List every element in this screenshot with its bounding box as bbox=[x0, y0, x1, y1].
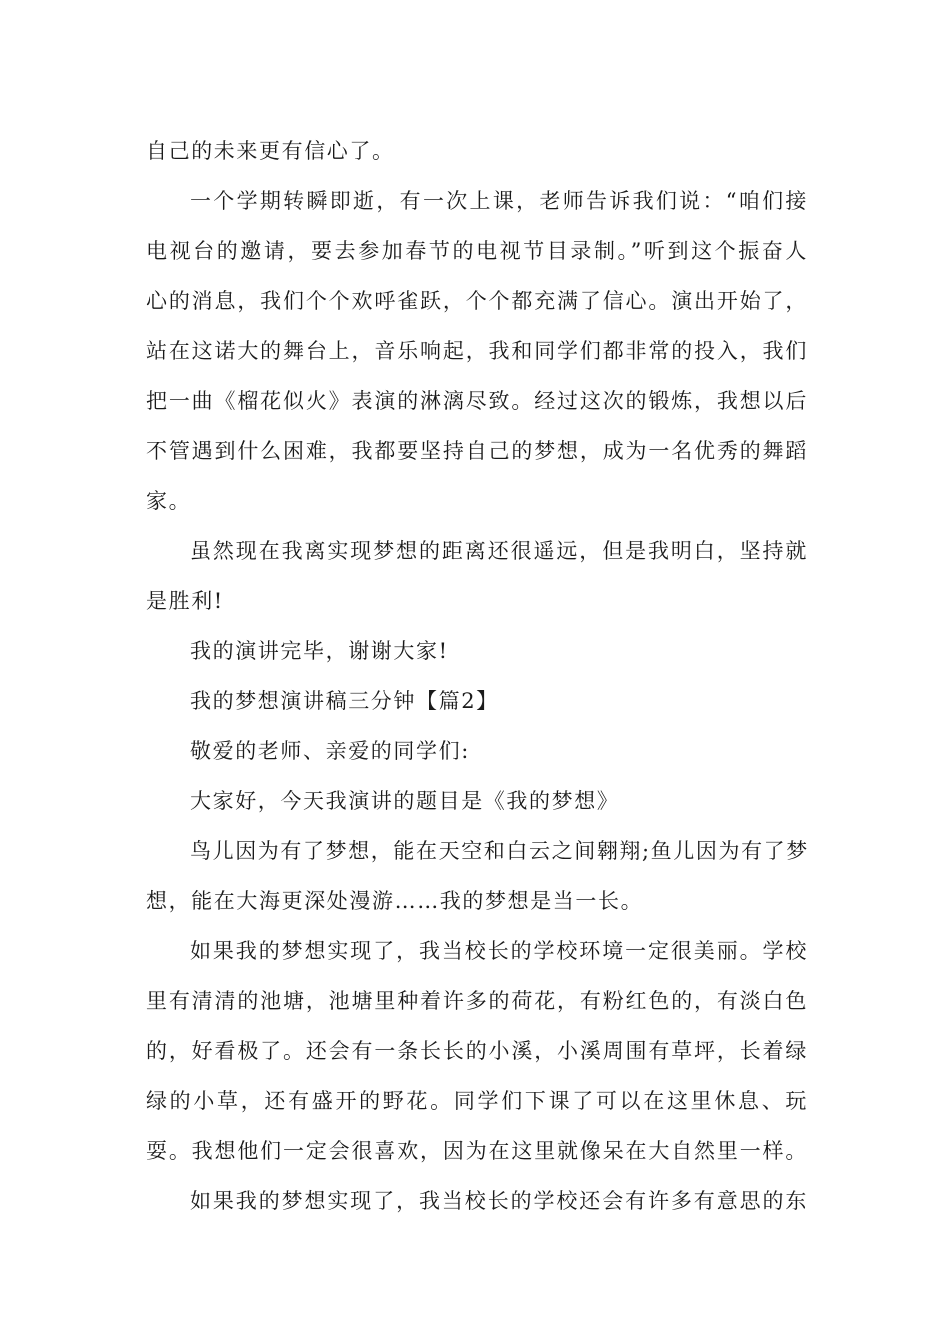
paragraph-line: 站在这诺大的舞台上，音乐响起，我和同学们都非常的投入，我们 bbox=[146, 339, 808, 363]
paragraph-line: 的，好看极了。还会有一条长长的小溪，小溪周围有草坪，长着绿 bbox=[146, 1039, 808, 1063]
section-heading: 我的梦想演讲稿三分钟【篇2】 bbox=[190, 689, 499, 713]
paragraph-line: 如果我的梦想实现了，我当校长的学校环境一定很美丽。学校 bbox=[190, 939, 808, 963]
paragraph-line: 想，能在大海更深处漫游……我的梦想是当一长。 bbox=[146, 889, 644, 913]
paragraph-line: 家。 bbox=[146, 489, 192, 513]
paragraph-line: 鸟儿因为有了梦想，能在天空和白云之间翱翔;鱼儿因为有了梦 bbox=[190, 839, 809, 863]
paragraph-line: 是胜利! bbox=[146, 589, 224, 613]
paragraph-line: 耍。我想他们一定会很喜欢，因为在这里就像呆在大自然里一样。 bbox=[146, 1139, 808, 1163]
paragraph-line: 不管遇到什么困难，我都要坚持自己的梦想，成为一名优秀的舞蹈 bbox=[146, 439, 808, 463]
paragraph-line: 把一曲《榴花似火》表演的淋漓尽致。经过这次的锻炼，我想以后 bbox=[146, 389, 808, 413]
salutation: 敬爱的老师、亲爱的同学们: bbox=[190, 739, 470, 763]
paragraph-line: 绿的小草，还有盛开的野花。同学们下课了可以在这里休息、玩 bbox=[146, 1089, 808, 1113]
paragraph-line: 一个学期转瞬即逝，有一次上课，老师告诉我们说：“咱们接 bbox=[190, 189, 808, 213]
paragraph-line: 大家好，今天我演讲的题目是《我的梦想》 bbox=[190, 789, 620, 813]
paragraph-line: 我的演讲完毕，谢谢大家! bbox=[190, 639, 449, 663]
paragraph-line: 自己的未来更有信心了。 bbox=[146, 139, 395, 163]
paragraph-line: 心的消息，我们个个欢呼雀跃，个个都充满了信心。演出开始了， bbox=[146, 289, 808, 313]
paragraph-line: 虽然现在我离实现梦想的距离还很遥远，但是我明白，坚持就 bbox=[190, 539, 808, 563]
paragraph-line: 里有清清的池塘，池塘里种着许多的荷花，有粉红色的，有淡白色 bbox=[146, 989, 808, 1013]
paragraph-line: 电视台的邀请，要去参加春节的电视节目录制。”听到这个振奋人 bbox=[146, 239, 808, 263]
paragraph-line: 如果我的梦想实现了，我当校长的学校还会有许多有意思的东 bbox=[190, 1189, 808, 1213]
